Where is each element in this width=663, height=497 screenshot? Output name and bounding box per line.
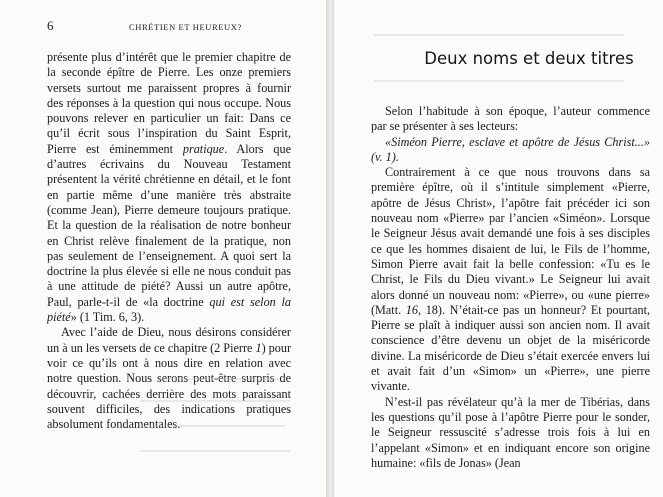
bleed-through-mark — [140, 425, 285, 427]
body-text: , 18). N’était-ce pas un honneur? Et pourtant, Pierre se plaît à indiquer aussi son ancien nom. Il avait conscience d’être devenu un objet de la miséricorde divine. La miséricorde de Dieu s’était exercée envers lui et avait fait d’un «Simon» un «Pierre», une pierre vivante. — [371, 302, 651, 394]
page-number: 6 — [47, 18, 54, 33]
left-page-body — [47, 50, 291, 432]
paragraph — [371, 135, 650, 166]
left-page-header — [47, 19, 318, 33]
italic-text: qui est selon la piété — [47, 294, 291, 325]
paragraph — [47, 50, 291, 325]
body-text: ) pour voir ce qu’ils ont à nous dire en relation avec notre question. Nous serons peut-être surpris de découvrir, cachées derrière des mots paraissant souvent difficiles, des indications pratiques absolument fondamentales. — [47, 340, 292, 432]
italic-text: 16 — [405, 302, 418, 317]
bleed-through-mark — [140, 400, 290, 402]
bleed-through-mark — [160, 378, 280, 380]
italic-text: «Siméon Pierre, esclave et apôtre de Jésus Christ...» (v. 1). — [371, 134, 650, 164]
body-text: N’est-il pas révélateur qu’à la mer de Tibérias, dans les questions qu’il pose à l’apôtre Pierre pour le sonder, le Seigneur ressuscité s’adresse trois fois à lui en l’appelant «Simon» et en indiquant encore son origine humaine: «fils de Jonas» (Jean — [371, 394, 650, 470]
italic-text: 1 — [255, 340, 262, 355]
bleed-through-mark — [374, 80, 624, 82]
right-page — [334, 0, 663, 497]
body-text: Selon l’habitude à son époque, l’auteur commence par se présenter à ses lecteurs: — [371, 104, 650, 134]
body-text: présente plus d’intérêt que le premier chapitre de la seconde épître de Pierre. Les onze premiers versets surtout me paraissent propres à fournir des réponses à la question qui nous occupe. Nous pouvons relever en particulier un fait: Dans ce qu’il écrit sous l’inspiration du Saint Esprit, Pierre est éminemment — [47, 50, 291, 156]
body-text: » (1 Tim. 6, 3). — [70, 310, 145, 325]
paragraph — [371, 395, 650, 471]
body-text: . Alors que d’autres écrivains du Nouveau Testament présentent la vérité chrétienne en détail, et le font en partie même d’une manière très abstraite (comme Jean), Pierre demeure toujours pratique. Et la question de la réalisation de notre bonheur en Christ relève finalement de la pratique, non pas seulement de l’enseignement. A quoi sert la doctrine la plus élevée si elle ne nous conduit pas à une attitude de piété? Aussi un autre apôtre, Paul, parle-t-il de «la doctrine — [47, 141, 291, 309]
paragraph — [371, 165, 650, 394]
bleed-through-mark — [140, 450, 290, 452]
right-page-body — [371, 104, 650, 471]
running-head: CHRÉTIEN ET HEUREUX? — [129, 22, 242, 32]
left-page — [0, 0, 328, 497]
chapter-title: Deux noms et deux titres — [424, 49, 634, 68]
body-text: Contrairement à ce que nous trouvons dans sa première épître, où il s’intitule simplement «Pierre, apôtre de Jésus Christ», l’apôtre fait précéder ici son nouveau nom «Pierre» par l’ancien «Siméon». Lorsque le Seigneur Jésus avait demandé une fois à ses disciples ce que les hommes disaient de lui, le Fils de l’homme, Simon Pierre avait fait la belle confession: «Tu es le Christ, le Fils du Dieu vivant.» Le Seigneur lui avait alors donné un nouveau nom: «Pierre», ou «une pierre» (Matt. — [371, 165, 650, 317]
bleed-through-mark — [374, 34, 624, 36]
italic-text: pratique — [182, 141, 225, 156]
paragraph — [371, 104, 650, 135]
body-text: Avec l’aide de Dieu, nous désirons considérer un à un les versets de ce chapitre (2 Pierre — [47, 325, 291, 355]
